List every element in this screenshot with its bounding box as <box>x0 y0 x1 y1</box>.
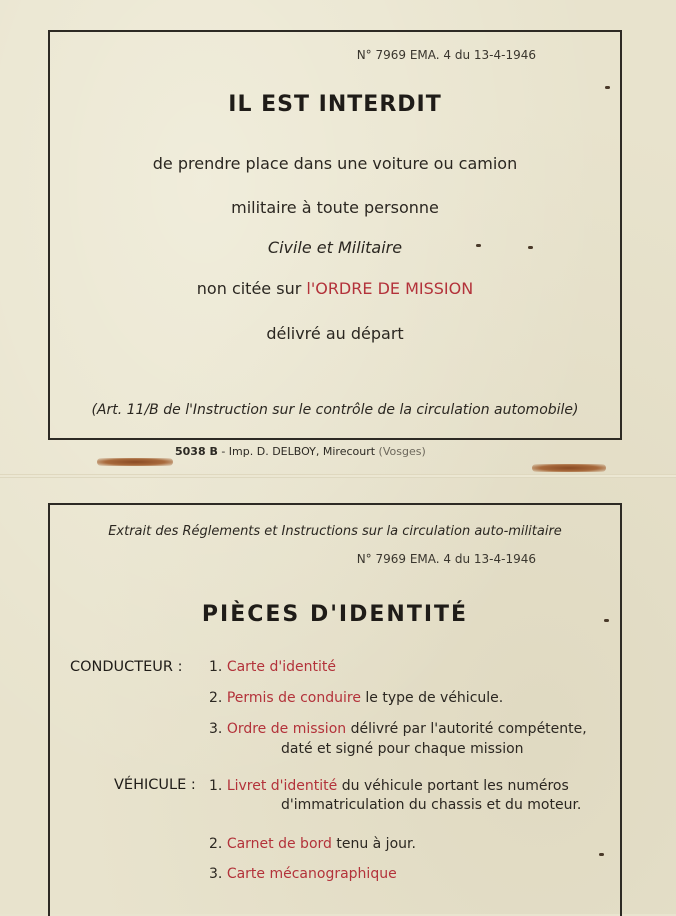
item-document: Carnet de bord <box>226 836 332 852</box>
rust-stain-left <box>97 458 173 466</box>
rust-stain-right <box>532 464 606 472</box>
item-number: 2. <box>209 836 223 852</box>
identity-documents-panel <box>48 503 622 916</box>
reference-number: N° 7969 EMA. 4 du 13-4-1946 <box>356 48 536 62</box>
staple-mark <box>605 86 610 89</box>
extract-subtitle: Extrait des Réglements et Instructions sur la circulation auto-militaire <box>108 524 562 539</box>
item-document: Ordre de mission <box>226 721 347 737</box>
list-item-continuation: d'immatriculation du chassis et du moteur. <box>281 797 582 813</box>
item-document: Permis de conduire <box>226 690 361 706</box>
imprint-place: (Vosges) <box>375 445 426 458</box>
ordre-de-mission-highlight: l'ORDRE DE MISSION <box>306 279 474 298</box>
text-line-5: délivré au départ <box>266 324 404 343</box>
reference-number: N° 7969 EMA. 4 du 13-4-1946 <box>356 552 536 566</box>
section-title: PIÈCES D'IDENTITÉ <box>201 602 469 627</box>
list-item <box>209 659 336 675</box>
printer-imprint <box>175 445 426 458</box>
staple-mark <box>528 246 533 249</box>
text-line-2: militaire à toute personne <box>231 198 439 217</box>
imprint-text: - Imp. D. DELBOY, Mirecourt <box>217 445 376 458</box>
item-number: 3. <box>209 721 223 737</box>
article-reference: (Art. 11/B de l'Instruction sur le contrôle de la circulation automobile) <box>91 402 579 418</box>
list-item <box>209 721 587 737</box>
item-number: 3. <box>209 866 223 882</box>
item-detail: délivré par l'autorité compétente, <box>346 721 587 737</box>
item-document: Carte d'identité <box>226 659 336 675</box>
text-line-4 <box>50 279 620 298</box>
list-item <box>209 690 503 706</box>
interdiction-panel <box>48 30 622 440</box>
text-line-4-prefix: non citée sur <box>196 279 302 298</box>
page-title: IL EST INTERDIT <box>228 92 442 117</box>
list-item <box>209 866 397 882</box>
item-detail: tenu à jour. <box>331 836 416 852</box>
list-item <box>209 836 416 852</box>
text-line-1: de prendre place dans une voiture ou camion <box>152 154 518 173</box>
imprint-code: 5038 B <box>175 445 218 458</box>
item-number: 1. <box>209 659 223 675</box>
list-item <box>209 778 569 794</box>
item-detail: du véhicule portant les numéros <box>337 778 569 794</box>
page-fold <box>0 474 676 478</box>
vehicule-label: VÉHICULE : <box>114 777 196 793</box>
text-line-3: Civile et Militaire <box>267 238 403 257</box>
conducteur-label: CONDUCTEUR : <box>70 659 183 675</box>
item-document: Livret d'identité <box>226 778 338 794</box>
item-number: 2. <box>209 690 223 706</box>
staple-mark <box>476 244 481 247</box>
item-detail: le type de véhicule. <box>360 690 504 706</box>
item-document: Carte mécanographique <box>226 866 397 882</box>
list-item-continuation: daté et signé pour chaque mission <box>281 741 524 757</box>
item-number: 1. <box>209 778 223 794</box>
